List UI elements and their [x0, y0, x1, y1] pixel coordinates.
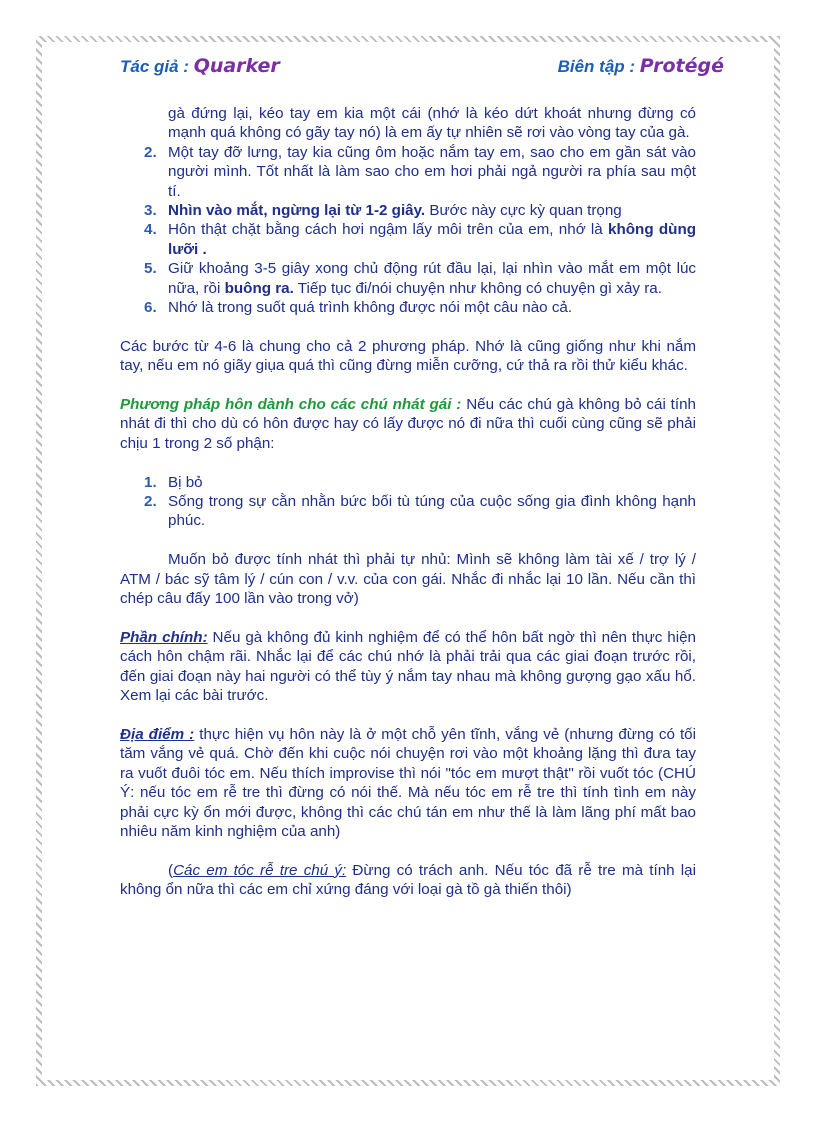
author-credit — [120, 55, 280, 77]
main-part-heading: Phần chính: — [120, 628, 208, 646]
paragraph-location — [120, 725, 696, 841]
list-text: Một tay đỡ lưng, tay kia cũng ôm hoặc nắm tay em, sao cho em gần sát vào người mình. Tốt nhất là làm sao cho em hơi phải ngả người ra phía sau một tí. — [168, 143, 696, 200]
list-item — [120, 298, 696, 317]
list-number: 5. — [144, 260, 157, 278]
spacer — [120, 453, 696, 472]
list-text: Sống trong sự cằn nhằn bức bối tù túng của cuộc sống gia đình không hạnh phúc. — [168, 493, 696, 530]
main-part-text: Nếu gà không đủ kinh nghiệm để có thể hôn bất ngờ thì nên thực hiện cách hôn chậm rãi. Nhắc lại để các chú nhớ là phải trải qua các giai đoạn trước rồi, đến giai đoạn này hai người có thể tùy ý nắm tay nhau mà không gượng gạo xấu hổ. Xem lại các bài trước. — [120, 628, 696, 705]
list-bold-text: Nhìn vào mắt, ngừng lại từ 1-2 giây. — [168, 202, 426, 220]
spacer — [120, 609, 696, 628]
author-label: Tác giả : — [120, 57, 194, 76]
kiss-steps-list — [120, 143, 696, 318]
spacer — [120, 376, 696, 395]
editor-name: Protégé — [639, 55, 724, 77]
step-1-continuation: gà đứng lại, kéo tay em kia một cái (nhớ là kéo dứt khoát nhưng đừng có mạnh quá không có gãy tay nó) là em ấy tự nhiên sẽ rơi vào vòng tay của gà. — [168, 105, 696, 142]
list-text: Bước này cực kỳ quan trọng — [425, 202, 622, 220]
document-body — [120, 104, 696, 900]
list-number: 1. — [144, 473, 157, 491]
location-heading: Địa điểm : — [120, 725, 195, 743]
paragraph-note — [120, 861, 696, 900]
note-text: Đừng có trách anh. Nếu tóc đã rễ tre mà tính lại không ổn nữa thì các em chỉ xứng đáng với loại gà tồ gà thiến thôi) — [120, 861, 696, 899]
list-item — [120, 492, 696, 531]
list-bold-text: buông ra. — [224, 279, 294, 297]
note-open-paren: ( — [168, 861, 174, 879]
paragraph-main-part — [120, 628, 696, 706]
list-text: Hôn thật chặt bằng cách hơi ngậm lấy môi trên của em, nhớ là — [168, 221, 609, 239]
list-text: Bị bỏ — [168, 473, 203, 491]
list-item — [120, 473, 696, 492]
list-number: 4. — [144, 221, 157, 239]
paragraph-common-steps: Các bước từ 4-6 là chung cho cả 2 phương pháp. Nhớ là cũng giống như khi nắm tay, nếu em nó giãy giụa quá thì cũng đừng miễn cưỡng, cứ thả ra rồi thử kiểu khác. — [120, 337, 696, 375]
list-number: 2. — [144, 143, 157, 161]
location-text: thực hiện vụ hôn này là ở một chỗ yên tĩnh, vắng vẻ (nhưng đừng có tối tăm vắng vẻ quá. Chờ đến khi cuộc nói chuyện rơi vào một khoảng lặng thì đưa tay ra vuốt đuôi tóc em. Nếu thích improvise thì nói "tóc em mượt thật" rồi vuốt tóc (CHÚ Ý: nếu tóc em rễ tre thì đừng có nói thế. Mà nếu tóc em rễ tre thì tính tình em này phải cực kỳ ổn mới được, không thì các chú tán em như thế là làm lãng phí mất bao nhiêu năm kinh nghiệm của anh) — [120, 725, 696, 840]
spacer — [120, 317, 696, 336]
list-item — [120, 201, 696, 220]
paragraph-shy-method — [120, 395, 696, 453]
list-number: 3. — [144, 202, 157, 220]
list-text: Nhớ là trong suốt quá trình không được nói một câu nào cả. — [168, 299, 573, 317]
note-heading: Các em tóc rễ tre chú ý: — [173, 861, 347, 879]
list-text: Tiếp tục đi/nói chuyện như không có chuyện gì xảy ra. — [293, 279, 662, 297]
list-item — [120, 143, 696, 201]
paragraph-fix-shyness: Muốn bỏ được tính nhát thì phải tự nhủ: Mình sẽ không làm tài xế / trợ lý / ATM / bác sỹ tâm lý / cún con / v.v. của con gái. Nhắc đi nhắc lại 10 lần. Nếu cần thì chép câu đấy 100 lần vào trong vở) — [120, 551, 696, 608]
shy-method-text: Nếu các chú gà không bỏ cái tính nhát đi thì cho dù có hôn được hay có lấy được nó đi nữa thì cuối cùng cũng sẽ phải chịu 1 trong 2 số phận: — [120, 396, 697, 452]
list-number: 6. — [144, 299, 157, 317]
editor-label: Biên tập : — [557, 57, 640, 76]
list-number: 2. — [144, 493, 157, 511]
list-item — [120, 259, 696, 298]
fates-list — [120, 473, 696, 531]
spacer — [120, 841, 696, 860]
editor-credit — [558, 55, 724, 77]
spacer — [120, 706, 696, 725]
list-item — [120, 220, 696, 259]
list-text: Giữ khoảng 3-5 giây xong chủ động rút đầu lại, lại nhìn vào mắt em một lúc nữa, rồi — [168, 260, 696, 297]
page-header — [120, 55, 724, 83]
shy-method-heading: Phương pháp hôn dành cho các chú nhát gái : — [120, 396, 462, 414]
author-name: Quarker — [193, 55, 280, 77]
spacer — [120, 531, 696, 550]
list-bold-text: không dùng lưỡi . — [168, 221, 696, 258]
